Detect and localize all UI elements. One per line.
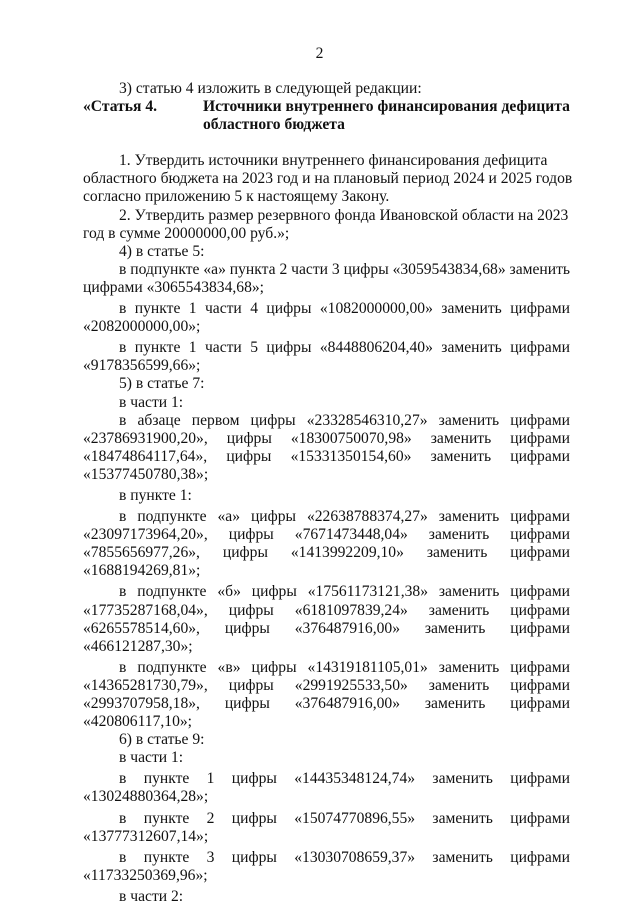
word: цифры (231, 809, 277, 827)
article7-sub-b-line-1 (83, 583, 570, 601)
word: цифрами (510, 544, 570, 562)
word: части (204, 300, 242, 318)
word: «23328546310,27» (306, 411, 428, 429)
word: цифрами (510, 339, 570, 357)
paragraph-1-line-1: 1. Утвердить источники внутреннего финансирования дефицита (119, 152, 548, 170)
article7-sub-c-line-3 (83, 695, 570, 713)
word: первом (191, 411, 240, 429)
word: 3 (206, 848, 215, 866)
word: в (119, 508, 127, 526)
article-label: «Статья 4. (83, 98, 158, 116)
word: цифрами (510, 429, 570, 447)
article-title-line-1: Источники внутреннего финансирования дефицита (203, 98, 570, 116)
article7-sub-c-line-4: «420806117,10»; (83, 713, 193, 731)
word: заменить (438, 508, 500, 526)
article7-a-line-2 (83, 430, 570, 448)
article7-sub-b-line-4: «466121287,30»; (83, 637, 193, 655)
word: цифры (228, 676, 274, 694)
word: «18300750070,98» (290, 429, 412, 447)
word: заменить (430, 429, 492, 447)
word: подпункте (137, 583, 207, 601)
word: «15074770896,55» (294, 809, 416, 827)
word: в (119, 411, 127, 429)
article-heading (83, 98, 570, 116)
word: цифры (228, 601, 274, 619)
article5-change-1-line-2: цифрами «3065543834,68»; (83, 278, 265, 296)
word: абзаце (137, 411, 181, 429)
word: цифры (231, 848, 277, 866)
article9-point-3-line-1 (83, 849, 570, 867)
word: «22638788374,27» (306, 508, 428, 526)
word: цифры (250, 411, 296, 429)
article5-change-1-line-1: в подпункте «а» пункта 2 части 3 цифры «3059543834,68» заменить (119, 260, 571, 278)
word: «в» (217, 658, 241, 676)
word: «2993707958,18», (83, 695, 200, 712)
word: пункте (134, 300, 181, 318)
word: цифры (251, 658, 297, 676)
word: цифрами (510, 619, 570, 637)
word: цифрами (510, 676, 570, 694)
article9-point-2-line-2: «13777312607,14»; (83, 827, 209, 845)
article7-a-line-3 (83, 448, 570, 466)
page-number: 2 (315, 45, 324, 62)
word: цифрами (510, 300, 570, 318)
article9-part-1: в части 1: (119, 749, 184, 767)
article5-change-3-line-1 (83, 339, 570, 357)
word: заменить (441, 300, 502, 318)
word: «376487916,00» (294, 695, 401, 712)
word: «14319181105,01» (307, 658, 428, 676)
amendment-item-3: 3) статью 4 изложить в следующей редакции: (119, 80, 422, 97)
word: цифрами (510, 601, 570, 619)
word: цифрами (510, 583, 570, 601)
word: пункте (143, 770, 190, 788)
word: «6265578514,60», (83, 619, 200, 637)
amendment-item-6: 6) в статье 9: (119, 731, 205, 749)
article9-point-3-line-2: «11733250369,96»; (83, 866, 208, 884)
paragraph-1-line-2: областного бюджета на 2023 год и на плановый период 2024 и 2025 годов (83, 170, 573, 188)
article7-a-line-4: «15377450780,38»; (83, 465, 209, 483)
word: «8448806204,40» (319, 339, 433, 357)
word: пункте (134, 339, 181, 357)
word: 1 (188, 300, 197, 318)
word: «17561173121,38» (307, 583, 428, 601)
word: в (119, 848, 127, 866)
word: цифры (224, 619, 270, 637)
word: цифрами (510, 508, 570, 526)
article7-sub-a-line-3 (83, 544, 570, 562)
word: заменить (438, 658, 500, 676)
word: заменить (424, 695, 486, 712)
word: в (119, 658, 127, 676)
word: заменить (428, 601, 490, 619)
word: цифрами (510, 695, 570, 712)
amendment-item-5: 5) в статье 7: (119, 375, 205, 393)
word: 1 (206, 770, 215, 788)
word: заменить (438, 583, 500, 601)
article7-sub-a-line-2 (83, 526, 570, 544)
word: заменить (432, 809, 493, 827)
article7-sub-c-line-1 (83, 659, 570, 677)
document-body (83, 80, 573, 906)
article7-part-1: в части 1: (119, 393, 184, 411)
word: «а» (217, 508, 240, 526)
word: заменить (428, 526, 490, 544)
word: пункте (143, 848, 190, 866)
word: цифрами (510, 848, 570, 866)
word: заменить (430, 447, 492, 465)
paragraph-2-line-2: год в сумме 20000000,00 руб.»; (83, 224, 290, 242)
word: пункте (143, 809, 190, 827)
word: подпункте (137, 508, 207, 526)
word: «1413992209,10» (290, 544, 404, 562)
article7-sub-b-line-2 (83, 602, 570, 620)
word: заменить (432, 848, 493, 866)
word: «б» (217, 583, 241, 601)
word: «18474864117,64», (83, 447, 208, 465)
word: цифры (224, 695, 270, 712)
word: части (204, 339, 242, 357)
word: «7671473448,04» (294, 526, 408, 544)
word: заменить (438, 411, 500, 429)
word: цифрами (510, 658, 570, 676)
word: 1 (188, 339, 197, 357)
word: цифры (250, 508, 297, 526)
word: «6181097839,24» (294, 601, 408, 619)
word: 5 (250, 339, 258, 357)
article5-change-3-line-2: «9178356599,66»; (83, 357, 201, 375)
word: 4 (250, 300, 258, 318)
word: заменить (424, 619, 486, 637)
word: цифрами (510, 411, 570, 429)
word: заменить (432, 770, 493, 788)
article7-sub-a-line-4: «1688194269,81»; (83, 562, 201, 580)
word: 2 (206, 809, 215, 827)
article7-sub-b-line-3 (83, 620, 570, 638)
paragraph-1-line-3: согласно приложению 5 к настоящему Закону. (83, 188, 390, 206)
article7-a-line-1 (83, 412, 570, 430)
article7-sub-a-line-1 (83, 508, 570, 526)
word: цифры (228, 526, 274, 544)
word: «7855656977,26», (83, 544, 200, 562)
word: цифры (251, 583, 297, 601)
word: цифрами (510, 526, 570, 544)
word: цифры (231, 770, 277, 788)
word: заменить (428, 676, 490, 694)
word: «15331350154,60» (290, 447, 412, 465)
article7-point-1: в пункте 1: (119, 486, 192, 504)
word: цифрами (510, 809, 570, 827)
word: в (119, 300, 127, 318)
article5-change-2-line-1 (83, 300, 570, 318)
word: цифры (266, 339, 312, 357)
word: заменить (441, 339, 502, 357)
word: подпункте (137, 658, 207, 676)
word: «23097173964,20», (83, 526, 208, 544)
word: в (119, 339, 127, 357)
word: «14365281730,79», (83, 676, 208, 694)
paragraph-2-line-1: 2. Утвердить размер резервного фонда Ивановской области на 2023 (119, 206, 569, 224)
word: «376487916,00» (294, 619, 401, 637)
article9-part-2: в части 2: (119, 887, 184, 905)
word: в (119, 770, 127, 788)
word: в (119, 809, 127, 827)
article5-change-2-line-2: «2082000000,00»; (83, 318, 201, 336)
word: цифрами (510, 770, 570, 788)
word: «14435348124,74» (294, 770, 416, 788)
amendment-item-4: 4) в статье 5: (119, 242, 205, 260)
word: в (119, 583, 127, 601)
word: «23786931900,20», (83, 429, 208, 447)
word: цифры (226, 447, 272, 465)
article-title-line-2: областного бюджета (203, 116, 345, 134)
word: «1082000000,00» (319, 300, 433, 318)
word: «17735287168,04», (83, 601, 208, 619)
article9-point-2-line-1 (83, 810, 570, 828)
article7-sub-c-line-2 (83, 677, 570, 695)
word: цифры (222, 544, 268, 562)
word: цифры (226, 429, 272, 447)
word: «13030708659,37» (294, 848, 416, 866)
article9-point-1-line-2: «13024880364,28»; (83, 788, 209, 806)
word: цифрами (510, 447, 570, 465)
word: заменить (426, 544, 488, 562)
article9-point-1-line-1 (83, 770, 570, 788)
word: цифры (266, 300, 312, 318)
word: «2991925533,50» (294, 676, 408, 694)
